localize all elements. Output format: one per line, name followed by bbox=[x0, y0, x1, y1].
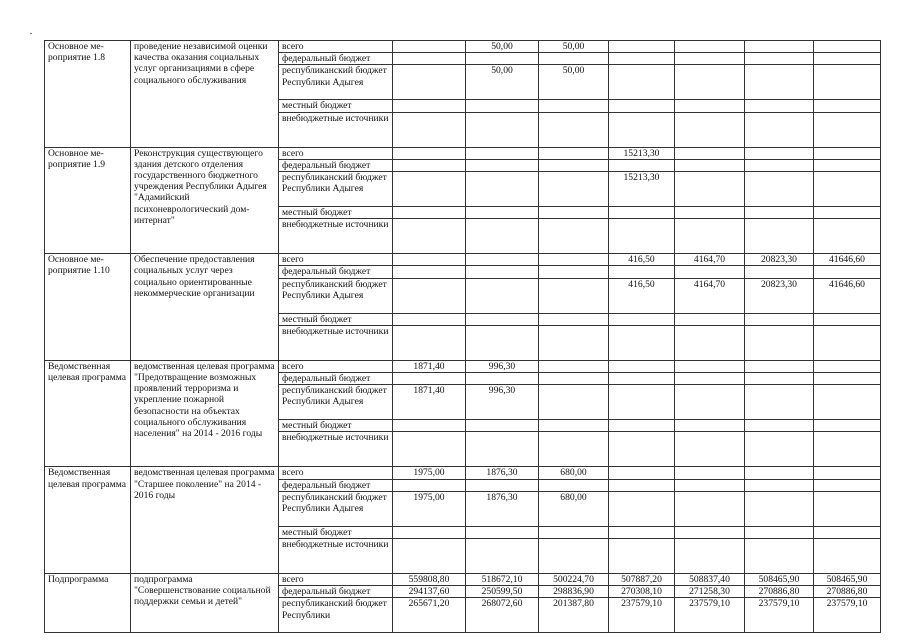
value-cell: 270308,10 bbox=[609, 586, 675, 598]
value-cell: 416,50 bbox=[609, 278, 675, 313]
value-cell bbox=[393, 254, 466, 266]
value-cell bbox=[675, 219, 745, 254]
value-cell bbox=[539, 147, 609, 159]
value-cell bbox=[539, 53, 609, 65]
value-cell bbox=[539, 278, 609, 313]
value-cell bbox=[675, 172, 745, 207]
value-cell bbox=[675, 207, 745, 219]
value-cell bbox=[609, 360, 675, 372]
value-cell bbox=[675, 313, 745, 325]
value-cell bbox=[609, 41, 675, 53]
value-cell: 20823,30 bbox=[745, 254, 814, 266]
value-cell bbox=[745, 526, 814, 538]
value-cell: 237579,10 bbox=[745, 598, 814, 633]
funding-source-cell: всего bbox=[279, 467, 393, 479]
value-cell bbox=[393, 112, 466, 147]
value-cell: 508465,90 bbox=[814, 574, 881, 586]
value-cell bbox=[466, 313, 539, 325]
value-cell bbox=[675, 325, 745, 360]
value-cell bbox=[814, 65, 881, 100]
value-cell bbox=[745, 266, 814, 278]
value-cell bbox=[466, 325, 539, 360]
value-cell bbox=[393, 479, 466, 491]
value-cell bbox=[675, 53, 745, 65]
value-cell bbox=[609, 53, 675, 65]
value-cell bbox=[393, 53, 466, 65]
status-cell: Подпрограмма bbox=[45, 574, 131, 633]
funding-source-cell: внебюджетные источники bbox=[279, 219, 393, 254]
value-cell: 50,00 bbox=[466, 41, 539, 53]
value-cell bbox=[393, 539, 466, 574]
budget-table-page bbox=[44, 40, 880, 633]
value-cell bbox=[675, 373, 745, 385]
value-cell bbox=[675, 65, 745, 100]
value-cell bbox=[814, 325, 881, 360]
value-cell bbox=[466, 432, 539, 467]
value-cell bbox=[539, 100, 609, 112]
value-cell bbox=[466, 373, 539, 385]
program-name-cell: проведение независимой оценки качества оказания социальных услуг организациями в сфере социального обслуживания bbox=[131, 41, 279, 148]
table-row bbox=[45, 41, 881, 53]
value-cell bbox=[539, 432, 609, 467]
value-cell bbox=[393, 373, 466, 385]
value-cell: 559808,80 bbox=[393, 574, 466, 586]
value-cell bbox=[466, 526, 539, 538]
value-cell bbox=[675, 147, 745, 159]
value-cell: 1876,30 bbox=[466, 467, 539, 479]
value-cell bbox=[814, 207, 881, 219]
funding-source-cell: местный бюджет bbox=[279, 313, 393, 325]
value-cell bbox=[745, 325, 814, 360]
value-cell bbox=[675, 360, 745, 372]
table-row bbox=[45, 467, 881, 479]
value-cell bbox=[609, 526, 675, 538]
value-cell bbox=[814, 266, 881, 278]
value-cell: 4164,70 bbox=[675, 254, 745, 266]
value-cell bbox=[609, 65, 675, 100]
value-cell bbox=[745, 373, 814, 385]
value-cell bbox=[675, 479, 745, 491]
value-cell bbox=[814, 467, 881, 479]
value-cell bbox=[539, 360, 609, 372]
value-cell bbox=[466, 266, 539, 278]
funding-source-cell: местный бюджет bbox=[279, 207, 393, 219]
value-cell bbox=[466, 278, 539, 313]
value-cell bbox=[393, 172, 466, 207]
table-body bbox=[45, 41, 881, 633]
program-name-cell: подпрограмма "Совершенствование социальной поддержки семьи и детей" bbox=[131, 574, 279, 633]
value-cell bbox=[539, 172, 609, 207]
funding-source-cell: внебюджетные источники bbox=[279, 539, 393, 574]
value-cell bbox=[539, 313, 609, 325]
value-cell bbox=[675, 491, 745, 526]
value-cell bbox=[745, 479, 814, 491]
funding-source-cell: местный бюджет bbox=[279, 100, 393, 112]
funding-source-cell: федеральный бюджет bbox=[279, 159, 393, 171]
value-cell: 50,00 bbox=[539, 65, 609, 100]
funding-source-cell: федеральный бюджет bbox=[279, 373, 393, 385]
status-cell: Основное ме- роприятие 1.9 bbox=[45, 147, 131, 254]
value-cell bbox=[814, 172, 881, 207]
value-cell: 1975,00 bbox=[393, 491, 466, 526]
value-cell bbox=[393, 159, 466, 171]
funding-source-cell: федеральный бюджет bbox=[279, 479, 393, 491]
value-cell: 41646,60 bbox=[814, 278, 881, 313]
value-cell bbox=[466, 147, 539, 159]
value-cell: 1871,40 bbox=[393, 360, 466, 372]
value-cell bbox=[466, 172, 539, 207]
value-cell bbox=[675, 432, 745, 467]
value-cell: 237579,10 bbox=[609, 598, 675, 633]
table-row bbox=[45, 574, 881, 586]
funding-source-cell: местный бюджет bbox=[279, 526, 393, 538]
status-cell: Основное ме- роприятие 1.8 bbox=[45, 41, 131, 148]
program-name-cell: ведомственная целевая программа "Предотвращение возможных проявлений терроризма и укрепление пожарной безопасности на объектах социального обслуживания населения" на 2014 - 2016 годы bbox=[131, 360, 279, 467]
value-cell bbox=[609, 219, 675, 254]
value-cell: 1975,00 bbox=[393, 467, 466, 479]
status-cell: Основное ме- роприятие 1.10 bbox=[45, 254, 131, 361]
value-cell: 15213,30 bbox=[609, 147, 675, 159]
value-cell: 50,00 bbox=[466, 65, 539, 100]
table-row bbox=[45, 360, 881, 372]
funding-source-cell: внебюджетные источники bbox=[279, 112, 393, 147]
program-name-cell: Обеспечение предоставления социальных услуг через социально ориентированные некоммерческие организации bbox=[131, 254, 279, 361]
value-cell bbox=[814, 526, 881, 538]
value-cell bbox=[393, 278, 466, 313]
value-cell bbox=[609, 313, 675, 325]
value-cell bbox=[675, 100, 745, 112]
value-cell bbox=[393, 207, 466, 219]
value-cell bbox=[466, 112, 539, 147]
value-cell bbox=[466, 420, 539, 432]
funding-source-cell: внебюджетные источники bbox=[279, 325, 393, 360]
value-cell: 15213,30 bbox=[609, 172, 675, 207]
value-cell bbox=[539, 539, 609, 574]
value-cell bbox=[814, 539, 881, 574]
value-cell bbox=[745, 53, 814, 65]
value-cell bbox=[814, 147, 881, 159]
value-cell bbox=[539, 159, 609, 171]
value-cell bbox=[675, 159, 745, 171]
value-cell bbox=[539, 207, 609, 219]
value-cell bbox=[814, 53, 881, 65]
funding-source-cell: федеральный бюджет bbox=[279, 586, 393, 598]
value-cell bbox=[466, 254, 539, 266]
value-cell bbox=[609, 266, 675, 278]
value-cell bbox=[745, 467, 814, 479]
value-cell bbox=[675, 266, 745, 278]
value-cell bbox=[609, 420, 675, 432]
value-cell bbox=[745, 313, 814, 325]
value-cell bbox=[675, 539, 745, 574]
value-cell bbox=[745, 539, 814, 574]
value-cell: 1871,40 bbox=[393, 385, 466, 420]
value-cell bbox=[466, 207, 539, 219]
value-cell: 20823,30 bbox=[745, 278, 814, 313]
program-name-cell: ведомственная целевая программа "Старшее поколение" на 2014 - 2016 годы bbox=[131, 467, 279, 574]
value-cell bbox=[539, 479, 609, 491]
funding-source-cell: внебюджетные источники bbox=[279, 432, 393, 467]
value-cell bbox=[609, 479, 675, 491]
value-cell: 294137,60 bbox=[393, 586, 466, 598]
value-cell bbox=[745, 385, 814, 420]
value-cell: 237579,10 bbox=[814, 598, 881, 633]
value-cell bbox=[393, 313, 466, 325]
value-cell bbox=[466, 100, 539, 112]
value-cell: 996,30 bbox=[466, 360, 539, 372]
value-cell bbox=[609, 539, 675, 574]
funding-source-cell: республиканский бюджет Республики Адыгея bbox=[279, 278, 393, 313]
status-cell: Ведомственная целевая программа bbox=[45, 360, 131, 467]
value-cell: 270886,80 bbox=[814, 586, 881, 598]
value-cell bbox=[539, 526, 609, 538]
value-cell: 250599,50 bbox=[466, 586, 539, 598]
funding-source-cell: всего bbox=[279, 574, 393, 586]
value-cell bbox=[393, 65, 466, 100]
funding-source-cell: республиканский бюджет Республики bbox=[279, 598, 393, 633]
value-cell bbox=[814, 360, 881, 372]
value-cell bbox=[393, 420, 466, 432]
value-cell bbox=[539, 254, 609, 266]
value-cell bbox=[745, 172, 814, 207]
value-cell bbox=[393, 219, 466, 254]
value-cell bbox=[609, 385, 675, 420]
funding-source-cell: всего bbox=[279, 360, 393, 372]
value-cell bbox=[466, 539, 539, 574]
value-cell bbox=[675, 41, 745, 53]
value-cell bbox=[466, 159, 539, 171]
value-cell: 500224,70 bbox=[539, 574, 609, 586]
value-cell: 4164,70 bbox=[675, 278, 745, 313]
value-cell bbox=[393, 100, 466, 112]
value-cell: 41646,60 bbox=[814, 254, 881, 266]
value-cell: 268072,60 bbox=[466, 598, 539, 633]
value-cell bbox=[609, 159, 675, 171]
value-cell bbox=[814, 219, 881, 254]
value-cell bbox=[814, 100, 881, 112]
funding-source-cell: федеральный бюджет bbox=[279, 53, 393, 65]
value-cell bbox=[393, 41, 466, 53]
value-cell bbox=[675, 112, 745, 147]
value-cell: 507887,20 bbox=[609, 574, 675, 586]
value-cell bbox=[393, 526, 466, 538]
value-cell bbox=[466, 53, 539, 65]
value-cell: 508837,40 bbox=[675, 574, 745, 586]
value-cell bbox=[745, 432, 814, 467]
value-cell bbox=[466, 479, 539, 491]
value-cell: 508465,90 bbox=[745, 574, 814, 586]
value-cell bbox=[675, 385, 745, 420]
value-cell bbox=[745, 491, 814, 526]
value-cell bbox=[814, 159, 881, 171]
value-cell: 996,30 bbox=[466, 385, 539, 420]
table-row bbox=[45, 254, 881, 266]
value-cell bbox=[745, 65, 814, 100]
value-cell bbox=[814, 112, 881, 147]
value-cell bbox=[745, 147, 814, 159]
value-cell bbox=[675, 420, 745, 432]
funding-source-cell: всего bbox=[279, 41, 393, 53]
value-cell bbox=[393, 325, 466, 360]
value-cell: 237579,10 bbox=[675, 598, 745, 633]
value-cell bbox=[539, 373, 609, 385]
value-cell: 680,00 bbox=[539, 467, 609, 479]
value-cell bbox=[393, 147, 466, 159]
program-name-cell: Реконструкция существующего здания детского отделения государственного бюджетного учреждения Республики Адыгея "Адамийский психоневрологический дом-интернат" bbox=[131, 147, 279, 254]
value-cell: 50,00 bbox=[539, 41, 609, 53]
funding-source-cell: республиканский бюджет Республики Адыгея bbox=[279, 65, 393, 100]
value-cell bbox=[466, 219, 539, 254]
value-cell bbox=[814, 420, 881, 432]
value-cell bbox=[539, 420, 609, 432]
value-cell bbox=[814, 313, 881, 325]
value-cell bbox=[675, 526, 745, 538]
value-cell bbox=[814, 373, 881, 385]
scan-mark bbox=[30, 33, 32, 34]
value-cell bbox=[745, 41, 814, 53]
value-cell: 518672,10 bbox=[466, 574, 539, 586]
funding-source-cell: всего bbox=[279, 254, 393, 266]
table-row bbox=[45, 147, 881, 159]
funding-source-cell: местный бюджет bbox=[279, 420, 393, 432]
value-cell bbox=[609, 207, 675, 219]
value-cell bbox=[393, 266, 466, 278]
value-cell: 270886,80 bbox=[745, 586, 814, 598]
value-cell bbox=[609, 325, 675, 360]
value-cell bbox=[814, 41, 881, 53]
value-cell bbox=[814, 385, 881, 420]
value-cell bbox=[745, 360, 814, 372]
budget-table bbox=[44, 40, 881, 633]
value-cell bbox=[609, 112, 675, 147]
value-cell: 265671,20 bbox=[393, 598, 466, 633]
funding-source-cell: республиканский бюджет Республики Адыгея bbox=[279, 172, 393, 207]
value-cell bbox=[814, 432, 881, 467]
value-cell: 1876,30 bbox=[466, 491, 539, 526]
value-cell bbox=[539, 219, 609, 254]
value-cell: 680,00 bbox=[539, 491, 609, 526]
value-cell bbox=[539, 385, 609, 420]
funding-source-cell: республиканский бюджет Республики Адыгея bbox=[279, 491, 393, 526]
funding-source-cell: всего bbox=[279, 147, 393, 159]
value-cell bbox=[609, 491, 675, 526]
value-cell bbox=[539, 112, 609, 147]
value-cell bbox=[609, 432, 675, 467]
funding-source-cell: федеральный бюджет bbox=[279, 266, 393, 278]
value-cell: 201387,80 bbox=[539, 598, 609, 633]
status-cell: Ведомственная целевая программа bbox=[45, 467, 131, 574]
value-cell bbox=[609, 467, 675, 479]
value-cell bbox=[745, 219, 814, 254]
value-cell bbox=[814, 491, 881, 526]
value-cell bbox=[814, 479, 881, 491]
value-cell: 416,50 bbox=[609, 254, 675, 266]
value-cell bbox=[609, 100, 675, 112]
value-cell bbox=[745, 159, 814, 171]
value-cell: 298836,90 bbox=[539, 586, 609, 598]
value-cell: 271258,30 bbox=[675, 586, 745, 598]
value-cell bbox=[393, 432, 466, 467]
value-cell bbox=[745, 420, 814, 432]
value-cell bbox=[745, 207, 814, 219]
funding-source-cell: республиканский бюджет Республики Адыгея bbox=[279, 385, 393, 420]
value-cell bbox=[745, 100, 814, 112]
value-cell bbox=[675, 467, 745, 479]
value-cell bbox=[539, 266, 609, 278]
value-cell bbox=[539, 325, 609, 360]
value-cell bbox=[609, 373, 675, 385]
value-cell bbox=[745, 112, 814, 147]
